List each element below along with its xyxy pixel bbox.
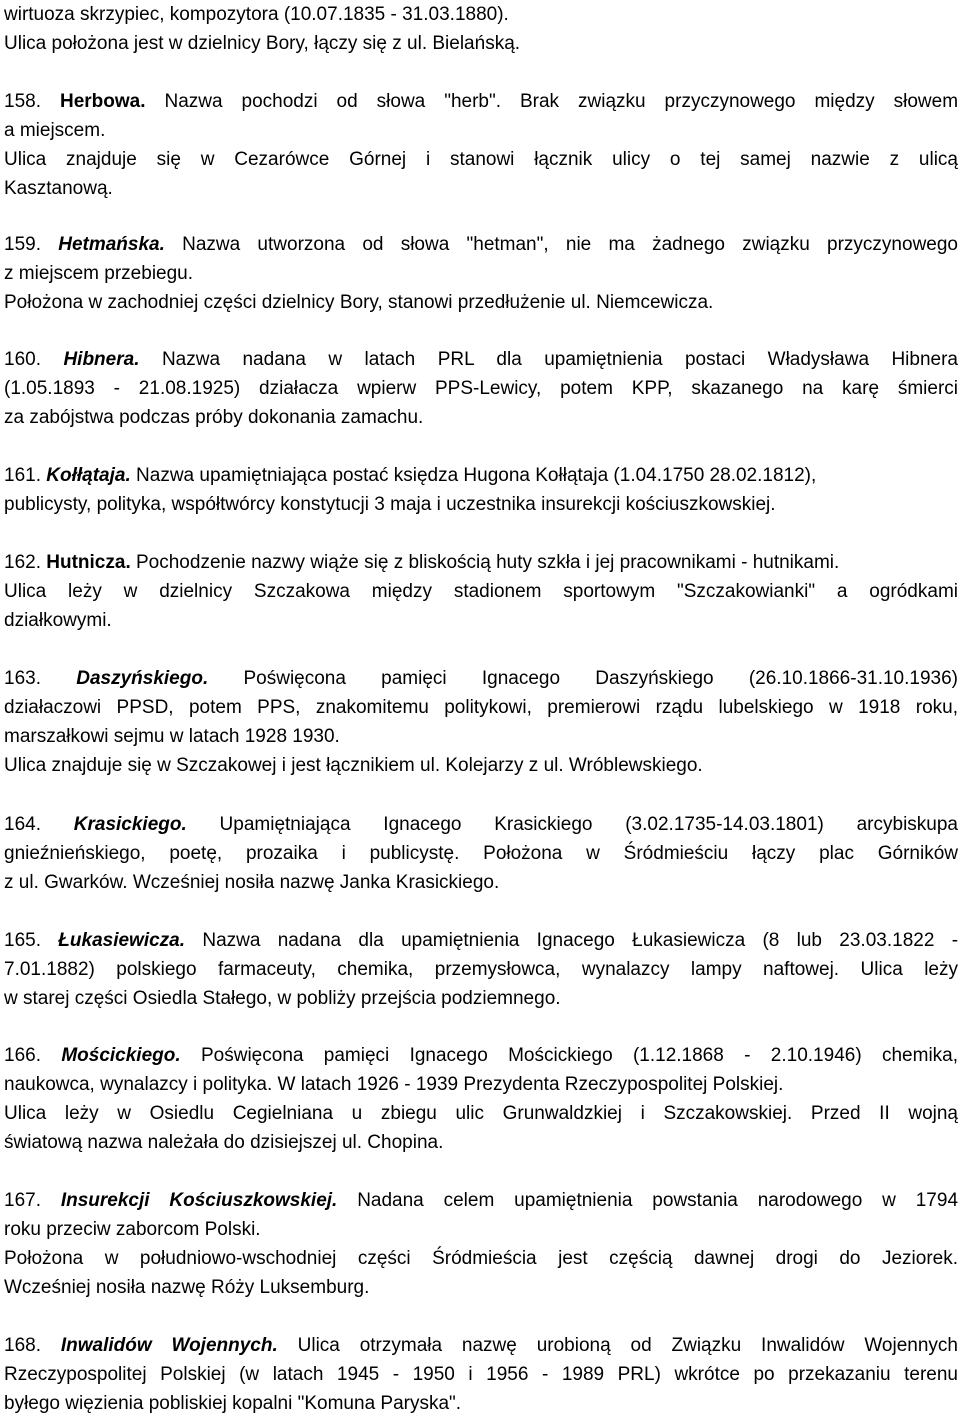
text-line: [4, 174, 113, 203]
line-text: marszałkowi sejmu w latach 1928 1930.: [4, 726, 340, 747]
line-text: Nazwa utworzona od słowa "hetman", nie ma żadnego związku przyczynowego: [182, 234, 958, 255]
text-line: [4, 984, 561, 1013]
line-text: a miejscem.: [4, 120, 106, 141]
line-text: roku przeciw zaborcom Polski.: [4, 1219, 261, 1240]
line-text: w starej części Osiedla Stałego, w pobliży przejścia podziemnego.: [4, 988, 561, 1009]
line-text: Rzeczypospolitej Polskiej (w latach 1945 - 1950 i 1956 - 1989 PRL) wkrótce po przekazaniu terenu: [4, 1364, 958, 1385]
line-text: Pochodzenie nazwy wiąże się z bliskością huty szkła i jej pracownikami - hutnikami.: [136, 552, 840, 573]
line-text: za zabójstwa podczas próby dokonania zamachu.: [4, 407, 424, 428]
line-text: Ulica leży w Osiedlu Cegielniana u zbiegu ulic Grunwaldzkiej i Szczakowskiej. Przed II wojną: [4, 1103, 958, 1124]
line-text: Nazwa pochodzi od słowa "herb". Brak związku przyczynowego między słowem: [164, 91, 959, 112]
entry-158-line: [4, 87, 958, 116]
text-line: [4, 0, 509, 29]
entry-number: 160.: [4, 349, 41, 370]
text-line: [4, 1070, 783, 1099]
text-line: [4, 116, 105, 145]
entry-title: Daszyńskiego.: [76, 668, 209, 689]
entry-title: Kołłątaja.: [46, 465, 131, 486]
line-text: Poświęcona pamięci Ignacego Daszyńskiego (26.10.1866-31.10.1936): [243, 668, 958, 689]
entry-165-line: [4, 926, 958, 955]
line-text: (1.05.1893 - 21.08.1925) działacza wpierw PPS-Lewicy, potem KPP, skazanego na karę śmierci: [4, 378, 958, 399]
entry-title: Łukasiewicza.: [58, 930, 186, 951]
text-line: [4, 1273, 369, 1302]
line-text: Położona w zachodniej części dzielnicy Bory, stanowi przedłużenie ul. Niemcewicza.: [4, 292, 714, 313]
entry-number: 161.: [4, 465, 41, 486]
text-line: [4, 1128, 443, 1157]
line-text: wirtuoza skrzypiec, kompozytora (10.07.1835 - 31.03.1880).: [4, 4, 509, 25]
entry-159-line: [4, 230, 958, 259]
text-line: [4, 288, 713, 317]
entry-160-line: [4, 345, 958, 374]
text-line: [4, 606, 112, 635]
entry-number: 168.: [4, 1335, 41, 1356]
entry-title: Hibnera.: [63, 349, 140, 370]
text-line: [4, 577, 958, 606]
line-text: Nazwa nadana w latach PRL dla upamiętnienia postaci Władysława Hibnera: [161, 349, 959, 370]
text-line: [4, 1360, 958, 1389]
entry-number: 158.: [4, 91, 41, 112]
entry-161-line: [4, 461, 816, 490]
line-text: Kasztanową.: [4, 178, 113, 199]
entry-164-line: [4, 810, 958, 839]
text-line: [4, 1099, 958, 1128]
text-line: [4, 722, 340, 751]
entry-number: 164.: [4, 814, 41, 835]
entry-title: Mościckiego.: [61, 1045, 181, 1066]
text-line: [4, 839, 958, 868]
text-line: [4, 1244, 958, 1273]
line-text: byłego więzienia pobliskiej kopalni "Komuna Paryska".: [4, 1393, 462, 1414]
entry-166-line: [4, 1041, 958, 1070]
entry-167-line: [4, 1186, 958, 1215]
entry-title: Herbowa.: [59, 91, 146, 112]
text-line: [4, 751, 703, 780]
line-text: Nadana celem upamiętnienia powstania narodowego w 1794: [357, 1190, 959, 1211]
entry-title: Inwalidów Wojennych.: [60, 1335, 278, 1356]
text-line: [4, 868, 499, 897]
line-text: z ul. Gwarków. Wcześniej nosiła nazwę Janka Krasickiego.: [4, 872, 500, 893]
line-text: Poświęcona pamięci Ignacego Mościckiego (1.12.1868 - 2.10.1946) chemika,: [201, 1045, 959, 1066]
line-text: Ulica leży w dzielnicy Szczakowa między stadionem sportowym "Szczakowianki" a ogródkami: [4, 581, 958, 602]
text-line: [4, 403, 423, 432]
line-text: działkowymi.: [4, 610, 112, 631]
entry-168-line: [4, 1331, 958, 1360]
text-line: [4, 955, 958, 984]
entry-163-line: [4, 664, 958, 693]
line-text: publicysty, polityka, współtwórcy konstytucji 3 maja i uczestnika insurekcji kościuszkowskiej.: [4, 494, 776, 515]
line-text: Ulica otrzymała nazwę urobioną od Związku Inwalidów Wojennych: [297, 1335, 958, 1356]
line-text: Upamiętniająca Ignacego Krasickiego (3.02.1735-14.03.1801) arcybiskupa: [219, 814, 958, 835]
line-text: Nazwa upamiętniająca postać księdza Hugona Kołłątaja (1.04.1750 28.02.1812),: [136, 465, 817, 486]
line-text: działaczowi PPSD, potem PPS, znakomitemu politykowi, premierowi rządu lubelskiego w 1918 roku,: [4, 697, 958, 718]
entry-number: 166.: [4, 1045, 41, 1066]
line-text: gnieźnieńskiego, poetę, prozaika i publicystę. Położona w Śródmieściu łączy plac Górników: [4, 843, 958, 864]
line-text: z miejscem przebiegu.: [4, 263, 194, 284]
line-text: Ulica położona jest w dzielnicy Bory, łączy się z ul. Bielańską.: [4, 33, 521, 54]
entry-number: 163.: [4, 668, 41, 689]
entry-number: 167.: [4, 1190, 41, 1211]
line-text: Ulica znajduje się w Szczakowej i jest łącznikiem ul. Kolejarzy z ul. Wróblewskiego.: [4, 755, 703, 776]
text-line: [4, 145, 958, 174]
line-text: światową nazwa należała do dzisiejszej ul. Chopina.: [4, 1132, 444, 1153]
entry-number: 165.: [4, 930, 41, 951]
entry-title: Insurekcji Kościuszkowskiej.: [60, 1190, 338, 1211]
text-line: [4, 29, 520, 58]
line-text: Nazwa nadana dla upamiętnienia Ignacego Łukasiewicza (8 lub 23.03.1822 -: [202, 930, 959, 951]
entry-title: Hetmańska.: [58, 234, 165, 255]
text-line: [4, 1215, 261, 1244]
text-line: [4, 693, 958, 722]
text-line: [4, 374, 958, 403]
line-text: Wcześniej nosiła nazwę Róży Luksemburg.: [4, 1277, 370, 1298]
entry-title: Hutnicza.: [46, 552, 131, 573]
entry-162-line: [4, 548, 839, 577]
text-line: [4, 259, 193, 288]
entry-title: Krasickiego.: [73, 814, 187, 835]
line-text: Ulica znajduje się w Cezarówce Górnej i stanowi łącznik ulicy o tej samej nazwie z ulicą: [4, 149, 958, 170]
text-line: [4, 490, 776, 519]
text-line: [4, 1389, 461, 1418]
line-text: naukowca, wynalazcy i polityka. W latach 1926 - 1939 Prezydenta Rzeczypospolitej Polskiej.: [4, 1074, 784, 1095]
line-text: 7.01.1882) polskiego farmaceuty, chemika, przemysłowca, wynalazcy lampy naftowej. Ulica leży: [4, 959, 958, 980]
line-text: Położona w południowo-wschodniej części Śródmieścia jest częścią dawnej drogi do Jeziorek.: [4, 1248, 958, 1269]
entry-number: 162.: [4, 552, 41, 573]
entry-number: 159.: [4, 234, 41, 255]
